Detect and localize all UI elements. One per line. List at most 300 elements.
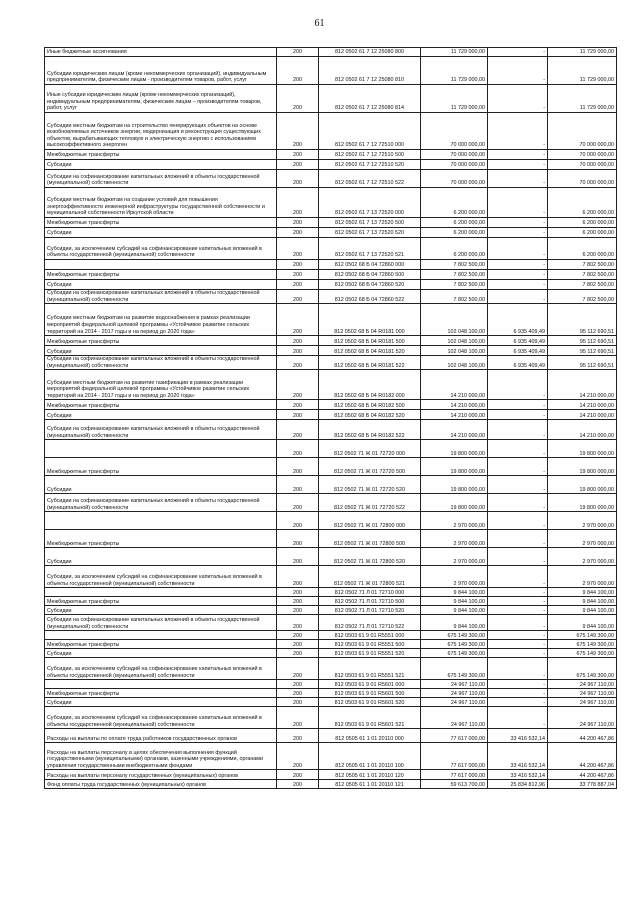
row-name-cell: Субсидии bbox=[45, 698, 277, 707]
row-total-amount-cell: 9 844 100,00 bbox=[548, 606, 617, 615]
row-code-cell: 200 bbox=[277, 440, 319, 458]
row-change-amount-cell: - bbox=[488, 680, 548, 689]
row-name-cell: Субсидии юридическим лицам (кроме некоммерческих организаций), индивидуальным предпринимателям, физическим лицам - производителям товаров, работ, услуг bbox=[45, 57, 277, 85]
table-row bbox=[45, 780, 617, 789]
row-plan-amount-cell: 9 844 100,00 bbox=[421, 597, 488, 606]
row-plan-amount-cell: 102 048 100,00 bbox=[421, 346, 488, 356]
row-name-cell: Субсидии на софинансирование капитальных вложений в объекты государственной (муниципальной) собственности bbox=[45, 290, 277, 304]
row-total-amount-cell: 11 729 000,00 bbox=[548, 48, 617, 57]
row-plan-amount-cell: 77 617 000,00 bbox=[421, 729, 488, 743]
row-plan-amount-cell: 19 800 000,00 bbox=[421, 440, 488, 458]
row-change-amount-cell: - bbox=[488, 658, 548, 680]
row-change-amount-cell: - bbox=[488, 494, 548, 512]
row-code-cell: 200 bbox=[277, 512, 319, 530]
table-row bbox=[45, 420, 617, 440]
table-row bbox=[45, 606, 617, 615]
row-total-amount-cell: 2 970 000,00 bbox=[548, 512, 617, 530]
table-row bbox=[45, 597, 617, 606]
row-name-cell: Субсидии bbox=[45, 228, 277, 238]
row-total-amount-cell: 2 970 000,00 bbox=[548, 530, 617, 548]
row-name-cell: Межбюджетные трансферты bbox=[45, 640, 277, 649]
row-kbk-cell: 812 0502 68 Б 04 R0182 000 bbox=[319, 370, 421, 400]
table-row bbox=[45, 410, 617, 420]
row-plan-amount-cell: 70 000 000,00 bbox=[421, 160, 488, 170]
row-code-cell: 200 bbox=[277, 218, 319, 228]
row-kbk-cell: 812 0502 68 Б 04 R0181 522 bbox=[319, 356, 421, 370]
row-total-amount-cell: 14 210 000,00 bbox=[548, 370, 617, 400]
row-change-amount-cell: - bbox=[488, 597, 548, 606]
row-code-cell: 200 bbox=[277, 780, 319, 789]
table-row bbox=[45, 290, 617, 304]
row-kbk-cell: 812 0503 61 9 01 R5551 520 bbox=[319, 649, 421, 658]
row-change-amount-cell: - bbox=[488, 270, 548, 280]
row-kbk-cell: 812 0502 68 Б 04 R0182 522 bbox=[319, 420, 421, 440]
row-kbk-cell: 812 0503 61 9 01 R5551 000 bbox=[319, 631, 421, 640]
row-code-cell: 200 bbox=[277, 588, 319, 597]
row-total-amount-cell: 95 112 690,51 bbox=[548, 304, 617, 336]
row-kbk-cell: 812 0502 71 Л 01 72710 500 bbox=[319, 597, 421, 606]
row-total-amount-cell: 70 000 000,00 bbox=[548, 160, 617, 170]
table-row bbox=[45, 588, 617, 597]
row-total-amount-cell: 19 800 000,00 bbox=[548, 476, 617, 494]
row-code-cell: 200 bbox=[277, 336, 319, 346]
table-row bbox=[45, 548, 617, 566]
row-total-amount-cell: 9 844 100,00 bbox=[548, 615, 617, 631]
table-row bbox=[45, 707, 617, 729]
row-total-amount-cell: 11 729 000,00 bbox=[548, 85, 617, 113]
row-change-amount-cell: - bbox=[488, 160, 548, 170]
row-change-amount-cell: - bbox=[488, 410, 548, 420]
row-code-cell: 200 bbox=[277, 707, 319, 729]
row-total-amount-cell: 11 729 000,00 bbox=[548, 57, 617, 85]
row-name-cell: Межбюджетные трансферты bbox=[45, 689, 277, 698]
table-row bbox=[45, 238, 617, 260]
row-total-amount-cell: 44 200 467,86 bbox=[548, 770, 617, 780]
row-total-amount-cell: 9 844 100,00 bbox=[548, 597, 617, 606]
row-change-amount-cell: - bbox=[488, 280, 548, 290]
row-total-amount-cell: 14 210 000,00 bbox=[548, 400, 617, 410]
row-kbk-cell: 812 0502 68 Б 04 72860 522 bbox=[319, 290, 421, 304]
row-plan-amount-cell: 6 200 000,00 bbox=[421, 238, 488, 260]
row-total-amount-cell: 14 210 000,00 bbox=[548, 420, 617, 440]
row-kbk-cell: 812 0502 61 7 12 25080 800 bbox=[319, 48, 421, 57]
table-row bbox=[45, 729, 617, 743]
row-code-cell: 200 bbox=[277, 548, 319, 566]
row-plan-amount-cell: 14 210 000,00 bbox=[421, 370, 488, 400]
row-code-cell: 200 bbox=[277, 346, 319, 356]
table-row bbox=[45, 680, 617, 689]
row-change-amount-cell: - bbox=[488, 698, 548, 707]
row-change-amount-cell: 6 935 409,49 bbox=[488, 356, 548, 370]
row-plan-amount-cell: 11 729 000,00 bbox=[421, 85, 488, 113]
row-kbk-cell: 812 0502 71 Ж 01 72800 000 bbox=[319, 512, 421, 530]
table-row bbox=[45, 228, 617, 238]
row-name-cell: Межбюджетные трансферты bbox=[45, 458, 277, 476]
row-name-cell bbox=[45, 260, 277, 270]
row-plan-amount-cell: 675 149 300,00 bbox=[421, 658, 488, 680]
row-change-amount-cell: - bbox=[488, 512, 548, 530]
row-kbk-cell: 812 0502 61 7 13 72520 521 bbox=[319, 238, 421, 260]
table-row bbox=[45, 649, 617, 658]
row-name-cell: Иные бюджетные ассигнования bbox=[45, 48, 277, 57]
row-total-amount-cell: 6 200 000,00 bbox=[548, 228, 617, 238]
row-code-cell: 200 bbox=[277, 270, 319, 280]
page-number: 61 bbox=[314, 18, 325, 29]
row-change-amount-cell: 33 416 532,14 bbox=[488, 729, 548, 743]
budget-table bbox=[44, 47, 617, 789]
row-code-cell: 200 bbox=[277, 238, 319, 260]
row-code-cell: 200 bbox=[277, 606, 319, 615]
row-change-amount-cell: - bbox=[488, 566, 548, 588]
row-total-amount-cell: 7 802 500,00 bbox=[548, 280, 617, 290]
row-kbk-cell: 812 0502 61 7 12 25080 810 bbox=[319, 57, 421, 85]
row-total-amount-cell: 6 200 000,00 bbox=[548, 218, 617, 228]
row-total-amount-cell: 19 800 000,00 bbox=[548, 494, 617, 512]
row-change-amount-cell: - bbox=[488, 57, 548, 85]
row-code-cell: 200 bbox=[277, 680, 319, 689]
row-kbk-cell: 812 0502 61 7 13 72520 500 bbox=[319, 218, 421, 228]
table-row bbox=[45, 346, 617, 356]
row-total-amount-cell: 6 200 000,00 bbox=[548, 188, 617, 218]
row-name-cell: Субсидии bbox=[45, 606, 277, 615]
table-row bbox=[45, 370, 617, 400]
row-plan-amount-cell: 24 967 110,00 bbox=[421, 698, 488, 707]
row-kbk-cell: 812 0502 61 7 12 25080 814 bbox=[319, 85, 421, 113]
row-name-cell: Субсидии, за исключением субсидий на софинансирование капитальных вложений в объекты государственной (муниципальной) собственности bbox=[45, 658, 277, 680]
row-name-cell bbox=[45, 680, 277, 689]
row-change-amount-cell: - bbox=[488, 707, 548, 729]
row-change-amount-cell: - bbox=[488, 150, 548, 160]
row-code-cell: 200 bbox=[277, 400, 319, 410]
row-name-cell bbox=[45, 512, 277, 530]
row-plan-amount-cell: 14 210 000,00 bbox=[421, 410, 488, 420]
row-code-cell: 200 bbox=[277, 280, 319, 290]
row-plan-amount-cell: 6 200 000,00 bbox=[421, 188, 488, 218]
row-code-cell: 200 bbox=[277, 188, 319, 218]
row-name-cell: Межбюджетные трансферты bbox=[45, 400, 277, 410]
row-change-amount-cell: - bbox=[488, 113, 548, 150]
row-code-cell: 200 bbox=[277, 615, 319, 631]
row-kbk-cell: 812 0502 61 7 12 72510 522 bbox=[319, 170, 421, 188]
row-code-cell: 200 bbox=[277, 113, 319, 150]
row-kbk-cell: 812 0502 71 Ж 01 72720 522 bbox=[319, 494, 421, 512]
row-name-cell bbox=[45, 588, 277, 597]
row-code-cell: 200 bbox=[277, 228, 319, 238]
row-code-cell: 200 bbox=[277, 698, 319, 707]
row-name-cell: Субсидии на софинансирование капитальных вложений в объекты государственной (муниципальной) собственности bbox=[45, 420, 277, 440]
row-plan-amount-cell: 77 617 000,00 bbox=[421, 770, 488, 780]
row-plan-amount-cell: 2 970 000,00 bbox=[421, 566, 488, 588]
table-row bbox=[45, 336, 617, 346]
row-plan-amount-cell: 70 000 000,00 bbox=[421, 150, 488, 160]
row-change-amount-cell: - bbox=[488, 588, 548, 597]
row-total-amount-cell: 14 210 000,00 bbox=[548, 410, 617, 420]
row-kbk-cell: 812 0502 61 7 13 72520 520 bbox=[319, 228, 421, 238]
row-change-amount-cell: - bbox=[488, 238, 548, 260]
row-code-cell: 200 bbox=[277, 631, 319, 640]
row-name-cell: Межбюджетные трансферты bbox=[45, 218, 277, 228]
table-row bbox=[45, 356, 617, 370]
row-name-cell: Субсидии bbox=[45, 649, 277, 658]
table-row bbox=[45, 48, 617, 57]
row-name-cell: Межбюджетные трансферты bbox=[45, 270, 277, 280]
row-total-amount-cell: 675 149 300,00 bbox=[548, 631, 617, 640]
row-code-cell: 200 bbox=[277, 649, 319, 658]
table-row bbox=[45, 640, 617, 649]
row-total-amount-cell: 70 000 000,00 bbox=[548, 113, 617, 150]
row-name-cell: Расходы на выплаты персоналу в целях обеспечения выполнения функций государственными (муниципальными) органами, казенными учреждениями, органами управления государственными внебюджетными фондами bbox=[45, 743, 277, 770]
table-row bbox=[45, 218, 617, 228]
row-name-cell: Субсидии местным бюджетам на создание условий для повышения энергоэффективности инженерной инфраструктуры государственной собственности и муниципальной собственности Иркутской области bbox=[45, 188, 277, 218]
row-change-amount-cell: - bbox=[488, 476, 548, 494]
table-row bbox=[45, 440, 617, 458]
row-plan-amount-cell: 6 200 000,00 bbox=[421, 228, 488, 238]
row-name-cell bbox=[45, 440, 277, 458]
row-kbk-cell: 812 0503 61 9 01 R5551 521 bbox=[319, 658, 421, 680]
row-change-amount-cell: 6 935 409,49 bbox=[488, 336, 548, 346]
row-name-cell bbox=[45, 631, 277, 640]
table-row bbox=[45, 658, 617, 680]
row-plan-amount-cell: 7 802 500,00 bbox=[421, 260, 488, 270]
row-name-cell: Субсидии, за исключением субсидий на софинансирование капитальных вложений в объекты государственной (муниципальной) собственности bbox=[45, 707, 277, 729]
row-plan-amount-cell: 70 000 000,00 bbox=[421, 113, 488, 150]
row-total-amount-cell: 6 200 000,00 bbox=[548, 238, 617, 260]
row-total-amount-cell: 95 112 690,51 bbox=[548, 346, 617, 356]
row-change-amount-cell: - bbox=[488, 188, 548, 218]
row-total-amount-cell: 70 000 000,00 bbox=[548, 150, 617, 160]
row-code-cell: 200 bbox=[277, 410, 319, 420]
row-plan-amount-cell: 14 210 000,00 bbox=[421, 400, 488, 410]
row-change-amount-cell: - bbox=[488, 606, 548, 615]
row-code-cell: 200 bbox=[277, 640, 319, 649]
row-code-cell: 200 bbox=[277, 260, 319, 270]
row-kbk-cell: 812 0502 61 7 12 72510 500 bbox=[319, 150, 421, 160]
row-name-cell: Субсидии, за исключением субсидий на софинансирование капитальных вложений в объекты государственной (муниципальной) собственности bbox=[45, 566, 277, 588]
row-change-amount-cell: - bbox=[488, 228, 548, 238]
row-change-amount-cell: - bbox=[488, 290, 548, 304]
row-name-cell: Расходы на выплаты по оплате труда работников государственных органов bbox=[45, 729, 277, 743]
row-change-amount-cell: - bbox=[488, 649, 548, 658]
row-name-cell: Субсидии bbox=[45, 346, 277, 356]
row-plan-amount-cell: 7 802 500,00 bbox=[421, 270, 488, 280]
row-name-cell: Субсидии bbox=[45, 410, 277, 420]
table-row bbox=[45, 150, 617, 160]
row-plan-amount-cell: 24 967 110,00 bbox=[421, 680, 488, 689]
table-row bbox=[45, 280, 617, 290]
row-total-amount-cell: 19 800 000,00 bbox=[548, 440, 617, 458]
row-name-cell: Фонд оплаты труда государственных (муниципальных) органов bbox=[45, 780, 277, 789]
row-plan-amount-cell: 9 844 100,00 bbox=[421, 606, 488, 615]
budget-table-body bbox=[45, 48, 617, 789]
row-name-cell: Субсидии на софинансирование капитальных вложений в объекты государственной (муниципальной) собственности bbox=[45, 356, 277, 370]
row-plan-amount-cell: 102 048 100,00 bbox=[421, 356, 488, 370]
row-plan-amount-cell: 77 617 000,00 bbox=[421, 743, 488, 770]
row-code-cell: 200 bbox=[277, 658, 319, 680]
row-name-cell: Субсидии на софинансирование капитальных вложений в объекты государственной (муниципальной) собственности bbox=[45, 615, 277, 631]
row-change-amount-cell: - bbox=[488, 440, 548, 458]
row-kbk-cell: 812 0502 71 Ж 01 72800 500 bbox=[319, 530, 421, 548]
row-kbk-cell: 812 0503 61 9 01 R5601 520 bbox=[319, 698, 421, 707]
row-code-cell: 200 bbox=[277, 743, 319, 770]
row-change-amount-cell: - bbox=[488, 615, 548, 631]
row-plan-amount-cell: 102 048 100,00 bbox=[421, 336, 488, 346]
row-total-amount-cell: 7 802 500,00 bbox=[548, 270, 617, 280]
row-code-cell: 200 bbox=[277, 170, 319, 188]
table-row bbox=[45, 270, 617, 280]
row-code-cell: 200 bbox=[277, 48, 319, 57]
row-total-amount-cell: 24 967 110,00 bbox=[548, 698, 617, 707]
table-row bbox=[45, 770, 617, 780]
row-change-amount-cell: - bbox=[488, 260, 548, 270]
row-kbk-cell: 812 0503 61 9 01 R5601 000 bbox=[319, 680, 421, 689]
row-total-amount-cell: 7 802 500,00 bbox=[548, 260, 617, 270]
row-total-amount-cell: 2 970 000,00 bbox=[548, 566, 617, 588]
row-name-cell: Межбюджетные трансферты bbox=[45, 597, 277, 606]
row-kbk-cell: 812 0505 61 1 01 20110 120 bbox=[319, 770, 421, 780]
row-code-cell: 200 bbox=[277, 160, 319, 170]
row-change-amount-cell: - bbox=[488, 530, 548, 548]
row-plan-amount-cell: 2 970 000,00 bbox=[421, 548, 488, 566]
table-row bbox=[45, 304, 617, 336]
table-row bbox=[45, 400, 617, 410]
row-kbk-cell: 812 0502 71 Ж 01 72720 520 bbox=[319, 476, 421, 494]
row-plan-amount-cell: 19 800 000,00 bbox=[421, 458, 488, 476]
row-name-cell: Субсидии bbox=[45, 476, 277, 494]
table-row bbox=[45, 615, 617, 631]
row-kbk-cell: 812 0502 68 Б 04 R0181 000 bbox=[319, 304, 421, 336]
row-kbk-cell: 812 0503 61 9 01 R5601 500 bbox=[319, 689, 421, 698]
row-total-amount-cell: 19 800 000,00 bbox=[548, 458, 617, 476]
row-kbk-cell: 812 0502 61 7 12 72510 520 bbox=[319, 160, 421, 170]
row-plan-amount-cell: 102 048 100,00 bbox=[421, 304, 488, 336]
row-kbk-cell: 812 0505 61 1 01 20110 000 bbox=[319, 729, 421, 743]
table-row bbox=[45, 566, 617, 588]
row-name-cell: Субсидии местным бюджетам на развитие водоснабжения в рамках реализации мероприятий федеральной целевой программы «Устойчивое развитие сельских территорий на 2014 - 2017 годы и на период до 2020 года» bbox=[45, 304, 277, 336]
table-row bbox=[45, 85, 617, 113]
row-code-cell: 200 bbox=[277, 290, 319, 304]
row-plan-amount-cell: 14 210 000,00 bbox=[421, 420, 488, 440]
row-code-cell: 200 bbox=[277, 566, 319, 588]
table-row bbox=[45, 689, 617, 698]
row-plan-amount-cell: 11 729 000,00 bbox=[421, 57, 488, 85]
row-name-cell: Субсидии, за исключением субсидий на софинансирование капитальных вложений в объекты государственной (муниципальной) собственности bbox=[45, 238, 277, 260]
table-row bbox=[45, 631, 617, 640]
table-row bbox=[45, 170, 617, 188]
table-row bbox=[45, 530, 617, 548]
row-plan-amount-cell: 9 844 100,00 bbox=[421, 588, 488, 597]
row-code-cell: 200 bbox=[277, 370, 319, 400]
row-name-cell: Межбюджетные трансферты bbox=[45, 150, 277, 160]
table-row bbox=[45, 494, 617, 512]
row-change-amount-cell: - bbox=[488, 458, 548, 476]
row-total-amount-cell: 24 967 110,00 bbox=[548, 707, 617, 729]
row-name-cell: Субсидии на софинансирование капитальных вложений в объекты государственной (муниципальной) собственности bbox=[45, 170, 277, 188]
row-name-cell: Субсидии местным бюджетам на развитие газификации в рамках реализации мероприятий федеральной целевой программы «Устойчивое развитие сельских территорий на 2014 - 2017 годы и на период до 2020 года» bbox=[45, 370, 277, 400]
row-change-amount-cell: - bbox=[488, 48, 548, 57]
row-code-cell: 200 bbox=[277, 150, 319, 160]
row-kbk-cell: 812 0502 61 7 12 72510 000 bbox=[319, 113, 421, 150]
row-total-amount-cell: 33 778 887,04 bbox=[548, 780, 617, 789]
row-plan-amount-cell: 675 149 300,00 bbox=[421, 649, 488, 658]
row-plan-amount-cell: 19 800 000,00 bbox=[421, 494, 488, 512]
row-name-cell: Расходы на выплаты персоналу государственных (муниципальных) органов bbox=[45, 770, 277, 780]
row-code-cell: 200 bbox=[277, 530, 319, 548]
row-kbk-cell: 812 0502 71 Л 01 72710 522 bbox=[319, 615, 421, 631]
row-total-amount-cell: 24 967 110,00 bbox=[548, 689, 617, 698]
row-change-amount-cell: - bbox=[488, 170, 548, 188]
row-kbk-cell: 812 0502 61 7 13 72520 000 bbox=[319, 188, 421, 218]
row-code-cell: 200 bbox=[277, 770, 319, 780]
row-code-cell: 200 bbox=[277, 420, 319, 440]
row-plan-amount-cell: 11 729 000,00 bbox=[421, 48, 488, 57]
row-plan-amount-cell: 19 800 000,00 bbox=[421, 476, 488, 494]
table-row bbox=[45, 743, 617, 770]
row-plan-amount-cell: 70 000 000,00 bbox=[421, 170, 488, 188]
row-kbk-cell: 812 0502 68 Б 04 R0182 520 bbox=[319, 410, 421, 420]
row-plan-amount-cell: 2 970 000,00 bbox=[421, 530, 488, 548]
row-total-amount-cell: 2 970 000,00 bbox=[548, 548, 617, 566]
row-plan-amount-cell: 59 613 700,00 bbox=[421, 780, 488, 789]
row-code-cell: 200 bbox=[277, 729, 319, 743]
row-kbk-cell: 812 0502 68 Б 04 72860 500 bbox=[319, 270, 421, 280]
row-kbk-cell: 812 0502 71 Ж 01 72720 500 bbox=[319, 458, 421, 476]
row-change-amount-cell: - bbox=[488, 640, 548, 649]
row-kbk-cell: 812 0502 71 Ж 01 72720 000 bbox=[319, 440, 421, 458]
table-row bbox=[45, 698, 617, 707]
row-name-cell: Субсидии bbox=[45, 280, 277, 290]
row-total-amount-cell: 675 149 300,00 bbox=[548, 658, 617, 680]
row-change-amount-cell: - bbox=[488, 370, 548, 400]
row-code-cell: 200 bbox=[277, 476, 319, 494]
row-code-cell: 200 bbox=[277, 458, 319, 476]
row-kbk-cell: 812 0502 68 Б 04 72860 520 bbox=[319, 280, 421, 290]
row-change-amount-cell: - bbox=[488, 218, 548, 228]
table-row bbox=[45, 260, 617, 270]
row-plan-amount-cell: 6 200 000,00 bbox=[421, 218, 488, 228]
table-row bbox=[45, 160, 617, 170]
row-name-cell: Межбюджетные трансферты bbox=[45, 336, 277, 346]
table-row bbox=[45, 188, 617, 218]
row-kbk-cell: 812 0502 71 Л 01 72710 000 bbox=[319, 588, 421, 597]
row-kbk-cell: 812 0502 71 Ж 01 72800 520 bbox=[319, 548, 421, 566]
row-code-cell: 200 bbox=[277, 304, 319, 336]
row-change-amount-cell: 33 416 532,14 bbox=[488, 770, 548, 780]
row-total-amount-cell: 675 149 300,00 bbox=[548, 649, 617, 658]
row-code-cell: 200 bbox=[277, 689, 319, 698]
row-total-amount-cell: 95 112 690,51 bbox=[548, 356, 617, 370]
row-kbk-cell: 812 0502 68 Б 04 R0181 500 bbox=[319, 336, 421, 346]
row-kbk-cell: 812 0502 68 Б 04 R0181 520 bbox=[319, 346, 421, 356]
row-kbk-cell: 812 0502 68 Б 04 R0182 500 bbox=[319, 400, 421, 410]
row-change-amount-cell: 6 935 409,49 bbox=[488, 304, 548, 336]
row-plan-amount-cell: 24 967 110,00 bbox=[421, 707, 488, 729]
row-total-amount-cell: 675 149 300,00 bbox=[548, 640, 617, 649]
row-total-amount-cell: 7 802 500,00 bbox=[548, 290, 617, 304]
table-row bbox=[45, 57, 617, 85]
table-row bbox=[45, 512, 617, 530]
row-kbk-cell: 812 0505 61 1 01 20110 100 bbox=[319, 743, 421, 770]
row-name-cell: Субсидии местным бюджетам на строительство генерирующих объектов на основе возобновляемых источников энергии, модернизация и реконструкция существующих объектов, вырабатывающих тепловую и электрическую энергию с использованием высокоэффективного энергоген bbox=[45, 113, 277, 150]
row-change-amount-cell: - bbox=[488, 420, 548, 440]
row-plan-amount-cell: 2 970 000,00 bbox=[421, 512, 488, 530]
row-kbk-cell: 812 0505 61 1 01 20110 121 bbox=[319, 780, 421, 789]
row-name-cell: Субсидии bbox=[45, 160, 277, 170]
row-total-amount-cell: 70 000 000,00 bbox=[548, 170, 617, 188]
row-change-amount-cell: 33 416 532,14 bbox=[488, 743, 548, 770]
row-plan-amount-cell: 675 149 300,00 bbox=[421, 640, 488, 649]
row-kbk-cell: 812 0503 61 9 01 R5601 521 bbox=[319, 707, 421, 729]
table-row bbox=[45, 458, 617, 476]
